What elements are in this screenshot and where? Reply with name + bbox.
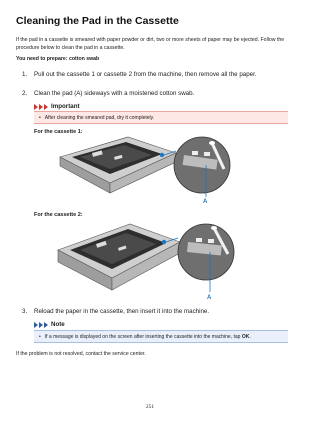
step-text: Clean the pad (A) sideways with a moistened cotton swab. — [34, 90, 195, 97]
cassette-2-illustration — [56, 220, 236, 302]
callout-a-label: A — [207, 295, 212, 301]
important-box — [34, 111, 288, 124]
note-chevrons-icon — [34, 322, 48, 328]
prepare-line: You need to prepare: cotton swab — [16, 56, 100, 62]
cassette-1-illustration — [58, 135, 236, 205]
important-chevrons-icon — [34, 104, 48, 110]
note-text — [45, 334, 251, 340]
bullet-icon: • — [39, 333, 41, 340]
figure-2-caption: For the cassette 2: — [34, 212, 83, 218]
important-text: After cleaning the smeared pad, dry it completely. — [44, 114, 155, 121]
step-1 — [22, 71, 257, 79]
note-text-suffix: . — [249, 333, 251, 340]
important-heading — [34, 103, 80, 110]
note-box — [34, 330, 288, 343]
note-text-prefix: If a message is displayed on the screen after inserting the cassette into the machine, tap — [44, 333, 242, 340]
page-title: Cleaning the Pad in the Cassette — [16, 15, 179, 27]
step-text: Reload the paper in the cassette, then insert it into the machine. — [34, 308, 210, 315]
intro-paragraph: If the pad in a cassette is smeared with paper powder or dirt, two or more sheets of paper may be ejected. Follow the procedure below to clean the pad in a cassette. — [16, 37, 285, 51]
ok-label: OK — [241, 333, 250, 340]
step-number: 1. — [22, 71, 28, 78]
step-3 — [22, 308, 209, 316]
page-number: 251 — [145, 404, 155, 410]
step-number: 3. — [22, 308, 28, 315]
step-number: 2. — [22, 90, 28, 97]
note-label: Note — [51, 321, 65, 328]
figure-1-caption: For the cassette 1: — [34, 129, 83, 135]
callout-a-label: A — [203, 199, 208, 205]
bullet-icon: • — [39, 114, 41, 121]
step-text: Pull out the cassette 1 or cassette 2 from the machine, then remove all the paper. — [34, 71, 257, 78]
important-label: Important — [51, 103, 80, 110]
outro-paragraph: If the problem is not resolved, contact the service center. — [16, 351, 146, 357]
note-heading — [34, 321, 65, 328]
step-2 — [22, 90, 194, 98]
